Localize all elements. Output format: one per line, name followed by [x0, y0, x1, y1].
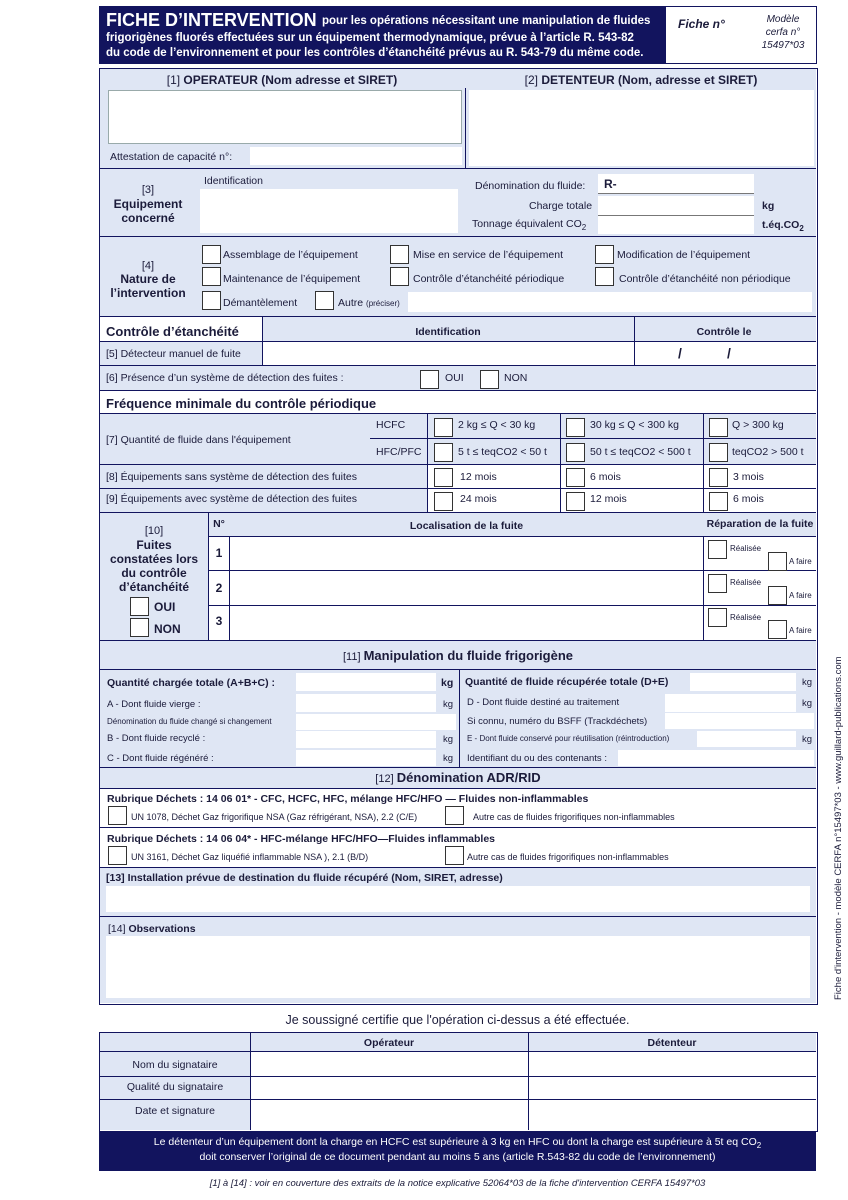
checkbox-s8-2[interactable] — [566, 468, 585, 487]
checkbox-controle-non-periodique[interactable] — [595, 267, 614, 286]
checkbox-hcfc-1[interactable] — [434, 418, 453, 437]
tonnage-unit-sub: 2 — [799, 224, 804, 234]
checkbox-autre[interactable] — [315, 291, 334, 310]
s10-hline-2 — [208, 605, 816, 606]
row3-realisee-label: Réalisée — [730, 613, 762, 622]
checkbox-hfc-2[interactable] — [566, 443, 585, 462]
s6-oui-label: OUI — [445, 372, 464, 384]
checkbox-un3161[interactable] — [108, 846, 127, 865]
contenants-label: Identifiant du ou des contenants : — [467, 753, 607, 764]
s11-a-label: A - Dont fluide vierge : — [107, 699, 201, 710]
controle-periodique-label: Contrôle d’étanchéité périodique — [413, 273, 565, 285]
s6-label: [6] Présence d’un système de détection des fuites : — [106, 372, 344, 384]
tonnage-unit-text: t.éq.CO — [762, 219, 800, 231]
checkbox-s6-oui[interactable] — [420, 370, 439, 389]
notice-line1-text: Le détenteur d’un équipement dont la charge en HCFC est supérieure à 3 kg en HFC ou dont la charge est supérieure à 5t eq CO — [153, 1136, 757, 1148]
sig-hline-1 — [100, 1076, 816, 1077]
form-subtitle-line3: du code de l’environnement et pour les contrôles d’étanchéité prévus au R. 543-79 du même code. — [106, 47, 644, 59]
fuite-row-1-localisation[interactable] — [232, 538, 700, 568]
s12-num: [12] — [375, 773, 394, 785]
s12-hline-2 — [100, 827, 816, 828]
section-2-title — [468, 73, 814, 87]
row2-a-faire-label: A faire — [789, 591, 812, 600]
modele-number: 15497*03 — [761, 40, 805, 51]
modele-label: Modèle — [766, 14, 800, 25]
sig-col-operateur: Opérateur — [363, 1037, 415, 1049]
notice-sub: 2 — [756, 1141, 762, 1151]
freq-vline-c — [703, 414, 704, 512]
s12-title — [100, 770, 816, 785]
s9-2-label: 12 mois — [590, 493, 627, 505]
s11-e-field[interactable] — [697, 731, 796, 747]
checkbox-hcfc-2[interactable] — [566, 418, 585, 437]
row1-realisee-label: Réalisée — [730, 544, 762, 553]
s11-a-unit: kg — [443, 699, 454, 710]
s11-b-label: B - Dont fluide recyclé : — [107, 733, 206, 744]
form-title: FICHE D’INTERVENTION — [106, 10, 317, 30]
attestation-label: Attestation de capacité n°: — [110, 151, 233, 163]
contenants-field[interactable] — [618, 750, 814, 766]
tonnage-text: Tonnage équivalent CO — [472, 218, 582, 230]
controle-title: Contrôle d’étanchéité — [106, 324, 239, 339]
mise-en-service-label: Mise en service de l’équipement — [413, 249, 563, 261]
hcfc-2-label: 30 kg ≤ Q < 300 kg — [590, 419, 679, 431]
s11-vline — [459, 670, 460, 767]
s11-num: [11] — [342, 651, 361, 663]
detecteur-date-field[interactable] — [638, 343, 812, 363]
checkbox-modification[interactable] — [595, 245, 614, 264]
checkbox-rub1-autre[interactable] — [445, 806, 464, 825]
checkbox-s8-1[interactable] — [434, 468, 453, 487]
fuite-row-2-localisation[interactable] — [232, 572, 700, 603]
s11-e-label: E - Dont fluide conservé pour réutilisation (réintroduction) — [467, 734, 670, 743]
checkbox-row2-realisee[interactable] — [708, 574, 727, 593]
s10-label-l2: constatées lors — [109, 552, 199, 566]
sig-row-nom: Nom du signataire — [132, 1059, 218, 1071]
rubrique-1: Rubrique Déchets : 14 06 01* - CFC, HCFC, HFC, mélange HFC/HFO — Fluides non-inflammables — [107, 793, 589, 805]
checkbox-row2-a-faire[interactable] — [768, 586, 787, 605]
date-sep-2: / — [727, 345, 731, 361]
fuite-row-3-localisation[interactable] — [232, 607, 700, 638]
rubrique-2: Rubrique Déchets : 14 06 04* - HFC-mélange HFC/HFO—Fluides inflammables — [107, 833, 496, 845]
sig-row-date: Date et signature — [135, 1105, 215, 1117]
s10-hline-0 — [208, 536, 816, 537]
bottom-reference: [1] à [14] : voir en couverture des extraits de la notice explicative 52064*03 de la fiche d'intervention CERFA 15497*03 — [209, 1178, 706, 1189]
fluide-value: R- — [604, 177, 617, 191]
hfc-2-label: 50 t ≤ teqCO2 < 500 t — [590, 446, 691, 458]
sig-operateur-qualite[interactable] — [253, 1078, 525, 1097]
section-3-label-l1: Equipement — [113, 197, 183, 211]
rub1-autre-label: Autre cas de fluides frigorifiques non-inflammables — [473, 812, 675, 822]
sig-detenteur-nom[interactable] — [531, 1054, 813, 1074]
hcfc-label: HCFC — [376, 419, 406, 431]
s11-d-label: D - Dont fluide destiné au traitement — [467, 697, 620, 708]
checkbox-row1-a-faire[interactable] — [768, 552, 787, 571]
checkbox-demantelement[interactable] — [202, 291, 221, 310]
section-3-label-l2: concerné — [121, 211, 175, 225]
charge-unit: kg — [762, 200, 775, 212]
freq-hline-mid — [370, 438, 816, 439]
section-4-num: [4] — [141, 260, 155, 272]
checkbox-s6-non[interactable] — [480, 370, 499, 389]
autre-field[interactable] — [408, 292, 812, 312]
divider-5 — [100, 390, 816, 391]
detenteur-field[interactable] — [469, 90, 814, 166]
denomination-change-label: Dénomination du fluide changé si changement — [107, 717, 272, 726]
s10-hline-1 — [208, 570, 816, 571]
section-1-2-divider — [465, 88, 466, 168]
s11-hline — [100, 669, 816, 670]
maintenance-label: Maintenance de l’équipement — [223, 273, 361, 285]
checkbox-hfc-3[interactable] — [709, 443, 728, 462]
s9-3-label: 6 mois — [733, 493, 764, 505]
recovered-total-label: Quantité de fluide récupérée totale (D+E) — [465, 676, 669, 688]
fiche-number-label: Fiche n° — [678, 17, 725, 31]
s10-col-reparation: Réparation de la fuite — [706, 518, 814, 530]
s9-1-label: 24 mois — [460, 493, 497, 505]
row1-a-faire-label: A faire — [789, 557, 812, 566]
notice-line1 — [99, 1136, 816, 1150]
sig-col-detenteur: Détenteur — [647, 1037, 697, 1049]
checkbox-maintenance[interactable] — [202, 267, 221, 286]
fuite-row-1-num: 1 — [215, 546, 223, 560]
fuites-oui-label: OUI — [154, 600, 176, 614]
s6-non-label: NON — [504, 372, 528, 384]
charge-label: Charge totale — [529, 200, 593, 212]
freq-vline-b — [560, 414, 561, 512]
s9-label: [9] Équipements avec système de détection des fuites — [106, 493, 357, 505]
checkbox-hcfc-3[interactable] — [709, 418, 728, 437]
controle-non-periodique-label: Contrôle d’étanchéité non périodique — [619, 273, 791, 285]
charged-total-unit: kg — [441, 677, 454, 689]
checkbox-row3-realisee[interactable] — [708, 608, 727, 627]
fuite-row-3-num: 3 — [215, 614, 223, 628]
s10-col-n: N° — [213, 518, 225, 530]
recovered-total-unit: kg — [802, 677, 813, 688]
form-subtitle-line2: frigorigènes fluorés effectuées sur un équipement thermodynamique, prévue à l’article R. 543-82 — [106, 32, 634, 44]
s14-title — [108, 923, 196, 935]
modele-cerfa: cerfa n° — [765, 27, 801, 38]
checkbox-un1078[interactable] — [108, 806, 127, 825]
controle-col-date: Contrôle le — [696, 326, 752, 338]
s12-hline — [100, 788, 816, 789]
s10-label-l3: du contrôle — [121, 566, 187, 580]
hfc-3-label: teqCO2 > 500 t — [732, 446, 804, 458]
checkbox-s9-2[interactable] — [566, 492, 585, 511]
sig-row-qualite: Qualité du signataire — [126, 1081, 224, 1093]
s11-c-unit: kg — [443, 753, 454, 764]
attestation-field[interactable] — [250, 147, 462, 165]
s10-label-l4: d’étanchéité — [118, 580, 190, 594]
identification-label: Identification — [204, 175, 263, 187]
s5-label: [5] Détecteur manuel de fuite — [106, 348, 241, 360]
autre-label — [338, 297, 400, 309]
sig-operateur-nom[interactable] — [253, 1054, 525, 1074]
s13-label: [13] Installation prévue de destination du fluide récupéré (Nom, SIRET, adresse) — [106, 872, 503, 884]
section-1-title — [100, 73, 464, 87]
autre-text: Autre — [338, 297, 364, 309]
form-subtitle-line1: pour les opérations nécessitant une manipulation de fluides — [322, 15, 651, 27]
s7-label: [7] Quantité de fluide dans l'équipement — [106, 434, 291, 446]
fuites-non-label: NON — [154, 622, 181, 636]
sig-detenteur-date[interactable] — [531, 1101, 813, 1128]
tonnage-sub: 2 — [581, 223, 587, 233]
s11-c-label: C - Dont fluide régénéré : — [107, 753, 214, 764]
observations-field[interactable] — [106, 936, 810, 998]
operateur-field[interactable] — [108, 90, 462, 144]
rub2-autre-label: Autre cas de fluides frigorifiques non-inflammables — [467, 852, 669, 862]
certify-text: Je soussigné certifie que l'opération ci-dessus a été effectuée. — [285, 1013, 630, 1027]
s11-title — [100, 648, 816, 663]
s12-label: Dénomination ADR/RID — [396, 770, 541, 785]
controle-col-identification: Identification — [415, 326, 481, 338]
checkbox-mise-en-service[interactable] — [390, 245, 409, 264]
s8-label: [8] Équipements sans système de détection des fuites — [106, 471, 357, 483]
hcfc-1-label: 2 kg ≤ Q < 30 kg — [458, 419, 536, 431]
autre-hint: (préciser) — [366, 299, 400, 308]
checkbox-row3-a-faire[interactable] — [768, 620, 787, 639]
sig-hline-0 — [100, 1051, 816, 1052]
s8-3-label: 3 mois — [733, 471, 764, 483]
sig-operateur-date[interactable] — [253, 1101, 525, 1128]
s8-2-label: 6 mois — [590, 471, 621, 483]
checkbox-controle-periodique[interactable] — [390, 267, 409, 286]
frequence-title: Fréquence minimale du contrôle périodique — [106, 396, 377, 411]
denomination-change-field[interactable] — [296, 714, 456, 730]
section-1-num: [1] — [166, 73, 181, 87]
s14-label: Observations — [128, 923, 196, 935]
charged-total-label: Quantité chargée totale (A+B+C) : — [107, 677, 276, 689]
checkbox-row1-realisee[interactable] — [708, 540, 727, 559]
s11-c-field[interactable] — [296, 750, 436, 766]
s10-num: [10] — [144, 525, 164, 537]
sig-hline-2 — [100, 1099, 816, 1100]
un3161-label: UN 3161, Déchet Gaz liquéfié inflammable NSA ), 2.1 (B/D) — [131, 852, 369, 862]
checkbox-s9-3[interactable] — [709, 492, 728, 511]
fluide-field[interactable] — [598, 174, 754, 194]
checkbox-rub2-autre[interactable] — [445, 846, 464, 865]
modification-label: Modification de l’équipement — [617, 249, 751, 261]
date-sep-1: / — [678, 345, 682, 361]
s11-label: Manipulation du fluide frigorigène — [363, 648, 574, 663]
un1078-label: UN 1078, Déchet Gaz frigorifique NSA (Gaz réfrigérant, NSA), 2.2 (C/E) — [131, 812, 418, 822]
checkbox-fuites-non[interactable] — [130, 618, 149, 637]
notice-line2: doit conserver l’original de ce document pendant au moins 5 ans (article R.543-82 du code de l’environnement) — [199, 1151, 716, 1163]
section-3-num: [3] — [141, 184, 155, 196]
s11-a-field[interactable] — [296, 694, 436, 712]
detecteur-identification-field[interactable] — [266, 343, 632, 363]
section-2-num: [2] — [524, 73, 538, 87]
tonnage-unit — [762, 219, 804, 233]
recovered-total-field[interactable] — [690, 673, 796, 691]
side-credit: Fiche d'intervention - modèle CERFA n°15497*03 - www.guillard-publications.com — [833, 656, 844, 1000]
sig-detenteur-qualite[interactable] — [531, 1078, 813, 1097]
freq-vline-a — [427, 414, 428, 512]
s8-1-label: 12 mois — [460, 471, 497, 483]
hfc-label: HFC/PFC — [376, 446, 422, 458]
fluide-label: Dénomination du fluide: — [475, 180, 586, 192]
checkbox-s9-1[interactable] — [434, 492, 453, 511]
equipement-identification-field[interactable] — [200, 189, 458, 233]
demantelement-label: Démantèlement — [223, 297, 298, 309]
checkbox-s8-3[interactable] — [709, 468, 728, 487]
section-2-label: DETENTEUR (Nom, adresse et SIRET) — [541, 73, 758, 87]
row3-a-faire-label: A faire — [789, 626, 812, 635]
s11-d-unit: kg — [802, 698, 813, 709]
s14-num: [14] — [108, 923, 126, 935]
s10-label-l1: Fuites — [136, 538, 172, 552]
s10-col-localisation: Localisation de la fuite — [409, 520, 524, 532]
s11-e-unit: kg — [802, 734, 813, 745]
bsff-label: Si connu, numéro du BSFF (Trackdéchets) — [467, 716, 648, 727]
charge-field[interactable] — [598, 196, 754, 216]
charged-total-field[interactable] — [296, 673, 436, 691]
section-1-label: OPERATEUR (Nom adresse et SIRET) — [183, 73, 398, 87]
fuite-row-2-num: 2 — [215, 581, 223, 595]
s11-b-field[interactable] — [296, 731, 436, 748]
s13-field[interactable] — [106, 886, 810, 912]
checkbox-assemblage[interactable] — [202, 245, 221, 264]
assemblage-label: Assemblage de l’équipement — [223, 249, 358, 261]
section-4-label-l1: Nature de — [120, 272, 176, 286]
hcfc-3-label: Q > 300 kg — [732, 419, 784, 431]
bsff-field[interactable] — [665, 713, 814, 729]
hfc-1-label: 5 t ≤ teqCO2 < 50 t — [458, 446, 547, 458]
tonnage-label — [472, 218, 586, 232]
tonnage-field[interactable] — [598, 216, 754, 234]
row2-realisee-label: Réalisée — [730, 578, 762, 587]
s11-d-field[interactable] — [665, 694, 796, 712]
s11-b-unit: kg — [443, 734, 454, 745]
checkbox-fuites-oui[interactable] — [130, 597, 149, 616]
section-4-label-l2: l’intervention — [110, 286, 186, 300]
checkbox-hfc-1[interactable] — [434, 443, 453, 462]
